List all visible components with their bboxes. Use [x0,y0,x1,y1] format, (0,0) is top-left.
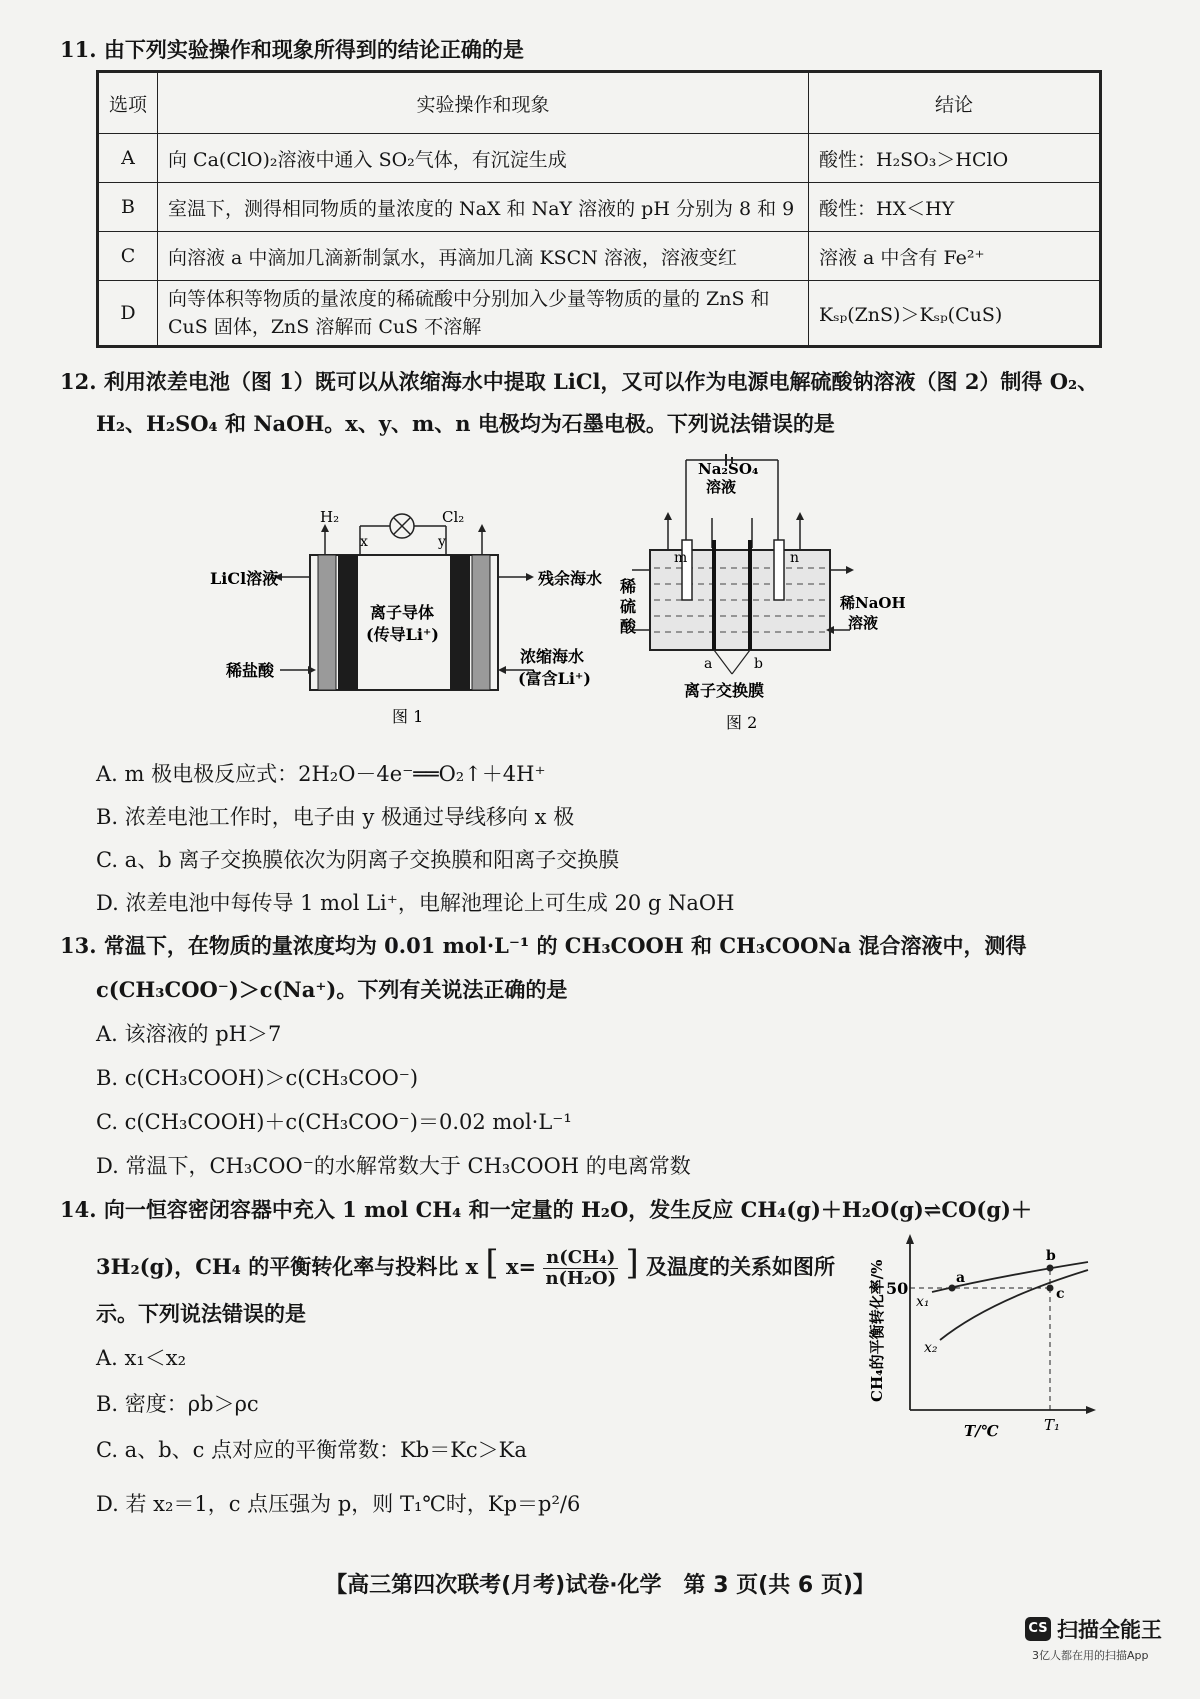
q14-fraction [543,1248,618,1289]
q14-stem-line2 [96,1243,836,1289]
point-a [949,1285,956,1292]
fig1-residual-label: 残余海水 [538,569,603,588]
table-row [98,183,1101,232]
q13-stem-line1: 13. 常温下，在物质的量浓度均为 0.01 mol·L⁻¹ 的 CH₃COOH 和 CH₃COONa 混合溶液中，测得 [60,933,1027,958]
q13-option-d: D. 常温下，CH₃COO⁻的水解常数大于 CH₃COOH 的电离常数 [96,1154,691,1178]
q14-fraction-numerator: n(CH₄) [543,1248,618,1269]
row-operation: 向溶液 a 中滴加几滴新制氯水，再滴加几滴 KSCN 溶液，溶液变红 [158,232,809,281]
chart-y50-tick: 50 [886,1279,909,1298]
table-header-row [98,72,1101,134]
fig1-sea-label: 浓缩海水 [520,647,585,666]
fig2-naoh-label: 稀NaOH [840,594,906,612]
q12-stem-line2: H₂、H₂SO₄ 和 NaOH。x、y、m、n 电极均为石墨电极。下列说法错误的是 [96,411,835,436]
chart-point-c-label: c [1056,1286,1065,1302]
scanner-logo: CS [1025,1617,1051,1641]
q13-option-c: C. c(CH₃COOH)＋c(CH₃COO⁻)＝0.02 mol·L⁻¹ [96,1110,572,1134]
fig1-caption: 图 1 [392,707,424,726]
chart-x1-label: x₁ [916,1294,930,1310]
figure-2-electrolysis-cell [620,460,960,732]
row-option: D [98,281,158,347]
fig2-a-label: a [704,656,713,672]
fig2-b-label: b [754,656,763,672]
row-operation: 向 Ca(ClO)₂溶液中通入 SO₂气体，有沉淀生成 [158,134,809,183]
q13-option-b: B. c(CH₃COOH)＞c(CH₃COO⁻) [96,1066,419,1090]
page-footer: 【高三第四次联考(月考)试卷·化学 第 3 页(共 6 页)】 [325,1573,875,1598]
q14-x-eq: x= [506,1254,537,1279]
row-operation: 室温下，测得相同物质的量浓度的 NaX 和 NaY 溶液的 pH 分别为 8 和 9 [158,183,809,232]
chart-ylabel: CH₄的平衡转化率/% [868,1259,886,1402]
q12-option-b: B. 浓差电池工作时，电子由 y 极通过导线移向 x 极 [96,805,575,829]
q14-fraction-denominator: n(H₂O) [545,1268,617,1289]
chart-point-a-label: a [956,1270,966,1286]
fig2-na2so4-sub: 溶液 [706,478,737,496]
q14-option-d: D. 若 x₂＝1，c 点压强为 p，则 T₁℃时，Kp＝p²/6 [96,1492,581,1516]
scanner-tagline: 3亿人都在用的扫描App [1032,1649,1149,1662]
chart-xlabel: T/℃ [964,1422,999,1440]
header-conclusion: 结论 [809,72,1101,134]
chart-t1-tick: T₁ [1044,1416,1061,1434]
q14-bracket-right: ] [625,1243,639,1283]
row-option: A [98,134,158,183]
q14-stem-line2-start: 3H₂(g)，CH₄ 的平衡转化率与投料比 x [96,1254,479,1279]
fig2-membrane-label: 离子交换膜 [684,681,765,700]
row-option: C [98,232,158,281]
chart-x2-label: x₂ [924,1340,938,1356]
q12-option-a: A. m 极电极反应式：2H₂O－4e⁻══O₂↑＋4H⁺ [96,762,546,786]
header-option: 选项 [98,72,158,134]
table-row [98,134,1101,183]
row-option: B [98,183,158,232]
row-conclusion: 酸性：H₂SO₃＞HClO [809,134,1101,183]
q11-stem: 11. 由下列实验操作和现象所得到的结论正确的是 [60,37,524,62]
row-conclusion: 酸性：HX＜HY [809,183,1101,232]
fig2-na2so4-label: Na₂SO₄ [698,460,759,478]
fig1-hcl-label: 稀盐酸 [226,661,275,680]
q13-option-a: A. 该溶液的 pH＞7 [96,1022,282,1046]
fig1-sea-sub: (富含Li⁺) [518,669,591,688]
fig1-h2-label: H₂ [320,508,340,526]
figure-1-concentration-cell [210,500,603,730]
q14-option-c: C. a、b、c 点对应的平衡常数：Kb＝Kc＞Ka [96,1438,527,1462]
q14-bracket-left: [ [485,1243,499,1283]
row-conclusion: Kₛₚ(ZnS)＞Kₛₚ(CuS) [809,281,1101,347]
scanner-app-name: 扫描全能王 [1057,1618,1162,1642]
q14-stem-line2-end: 及温度的关系如图所 [646,1254,836,1279]
point-c [1047,1285,1054,1292]
table-row [98,232,1101,281]
q14-stem-line3: 示。下列说法错误的是 [96,1301,306,1326]
fig2-caption: 图 2 [726,713,758,732]
chart-point-b-label: b [1046,1248,1056,1264]
q14-stem-line1: 14. 向一恒容密闭容器中充入 1 mol CH₄ 和一定量的 H₂O，发生反应 CH₄(g)＋H₂O(g)⇌CO(g)＋ [60,1197,1032,1222]
q11-table [96,70,1102,348]
fig1-x-label: x [360,534,368,550]
fig1-licl-label: LiCl溶液 [210,569,279,588]
point-b [1047,1265,1054,1272]
fig2-m-label: m [674,550,688,566]
fig1-y-label: y [438,534,446,550]
fig1-cl2-label: Cl₂ [442,508,465,526]
q14-option-b: B. 密度：ρb＞ρc [96,1392,259,1416]
q12-option-d: D. 浓差电池中每传导 1 mol Li⁺，电解池理论上可生成 20 g NaOH [96,891,735,915]
row-operation: 向等体积等物质的量浓度的稀硫酸中分别加入少量等物质的量的 ZnS 和 CuS 固体，ZnS 溶解而 CuS 不溶解 [158,281,809,347]
fig2-naoh-sub: 溶液 [848,614,879,632]
header-operation: 实验操作和现象 [158,72,809,134]
fig2-n-label: n [790,550,800,566]
fig1-conductor-label: 离子导体 [370,603,435,622]
q14-conversion-chart [860,1230,1100,1450]
fig2-h2so4-label-2: 硫 [620,597,637,616]
fig1-conductor-sub: (传导Li⁺) [366,625,439,644]
q12-option-c: C. a、b 离子交换膜依次为阴离子交换膜和阳离子交换膜 [96,848,620,872]
fig2-h2so4-label-3: 酸 [620,617,637,636]
q14-option-a: A. x₁＜x₂ [96,1346,187,1370]
fig2-h2so4-label-1: 稀 [620,577,637,596]
q13-stem-line2: c(CH₃COO⁻)＞c(Na⁺)。下列有关说法正确的是 [96,977,568,1002]
table-row [98,281,1101,347]
q12-stem-line1: 12. 利用浓差电池（图 1）既可以从浓缩海水中提取 LiCl，又可以作为电源电解硫酸钠溶液（图 2）制得 O₂、 [60,369,1099,394]
row-conclusion: 溶液 a 中含有 Fe²⁺ [809,232,1101,281]
